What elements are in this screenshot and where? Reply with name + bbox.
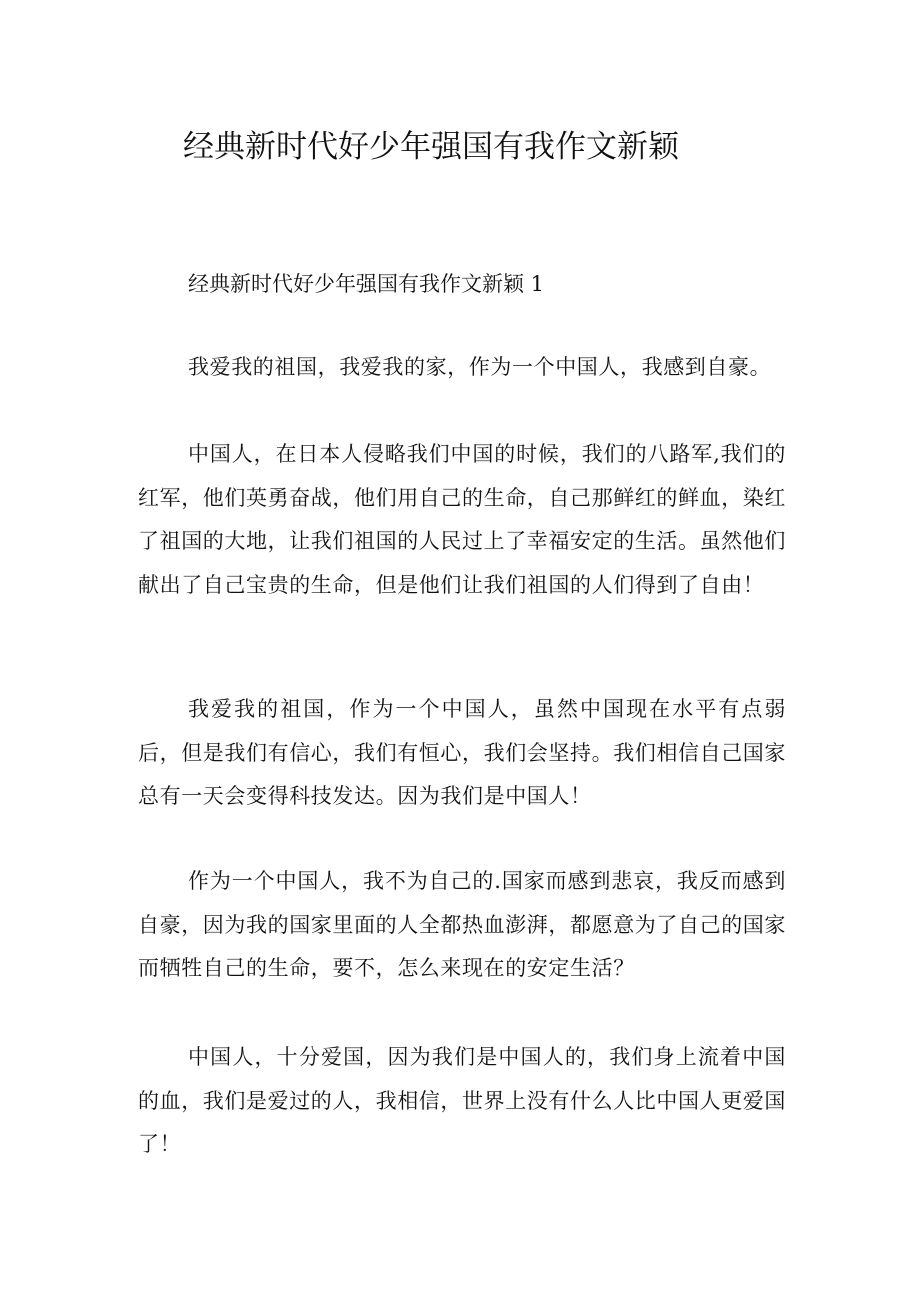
paragraph-3: 我爱我的祖国，作为一个中国人，虽然中国现在水平有点弱后，但是我们有信心，我们有恒心，我们会坚持。我们相信自己国家总有一天会变得科技发达。因为我们是中国人！ bbox=[138, 697, 786, 808]
paragraph-5: 中国人，十分爱国，因为我们是中国人的，我们身上流着中国的血，我们是爱过的人，我相信，世界上没有什么人比中国人更爱国了！ bbox=[138, 1045, 786, 1156]
paragraph-2: 中国人，在日本人侵略我们中国的时候，我们的八路军,我们的红军，他们英勇奋战，他们用自己的生命，自己那鲜红的鲜血，染红了祖国的大地，让我们祖国的人民过上了幸福安定的生活。虽然他们献出了自己宝贵的生命，但是他们让我们祖国的人们得到了自由！ bbox=[138, 442, 786, 597]
paragraph-4: 作为一个中国人，我不为自己的.国家而感到悲哀，我反而感到自豪，因为我的国家里面的人全都热血澎湃，都愿意为了自己的国家而牺牲自己的生命，要不，怎么来现在的安定生活？ bbox=[138, 869, 786, 980]
paragraph-1: 我爱我的祖国，我爱我的家，作为一个中国人，我感到自豪。 bbox=[188, 355, 772, 379]
document-title: 经典新时代好少年强国有我作文新颖 bbox=[183, 129, 679, 165]
section-heading: 经典新时代好少年强国有我作文新颖 1 bbox=[188, 272, 545, 296]
